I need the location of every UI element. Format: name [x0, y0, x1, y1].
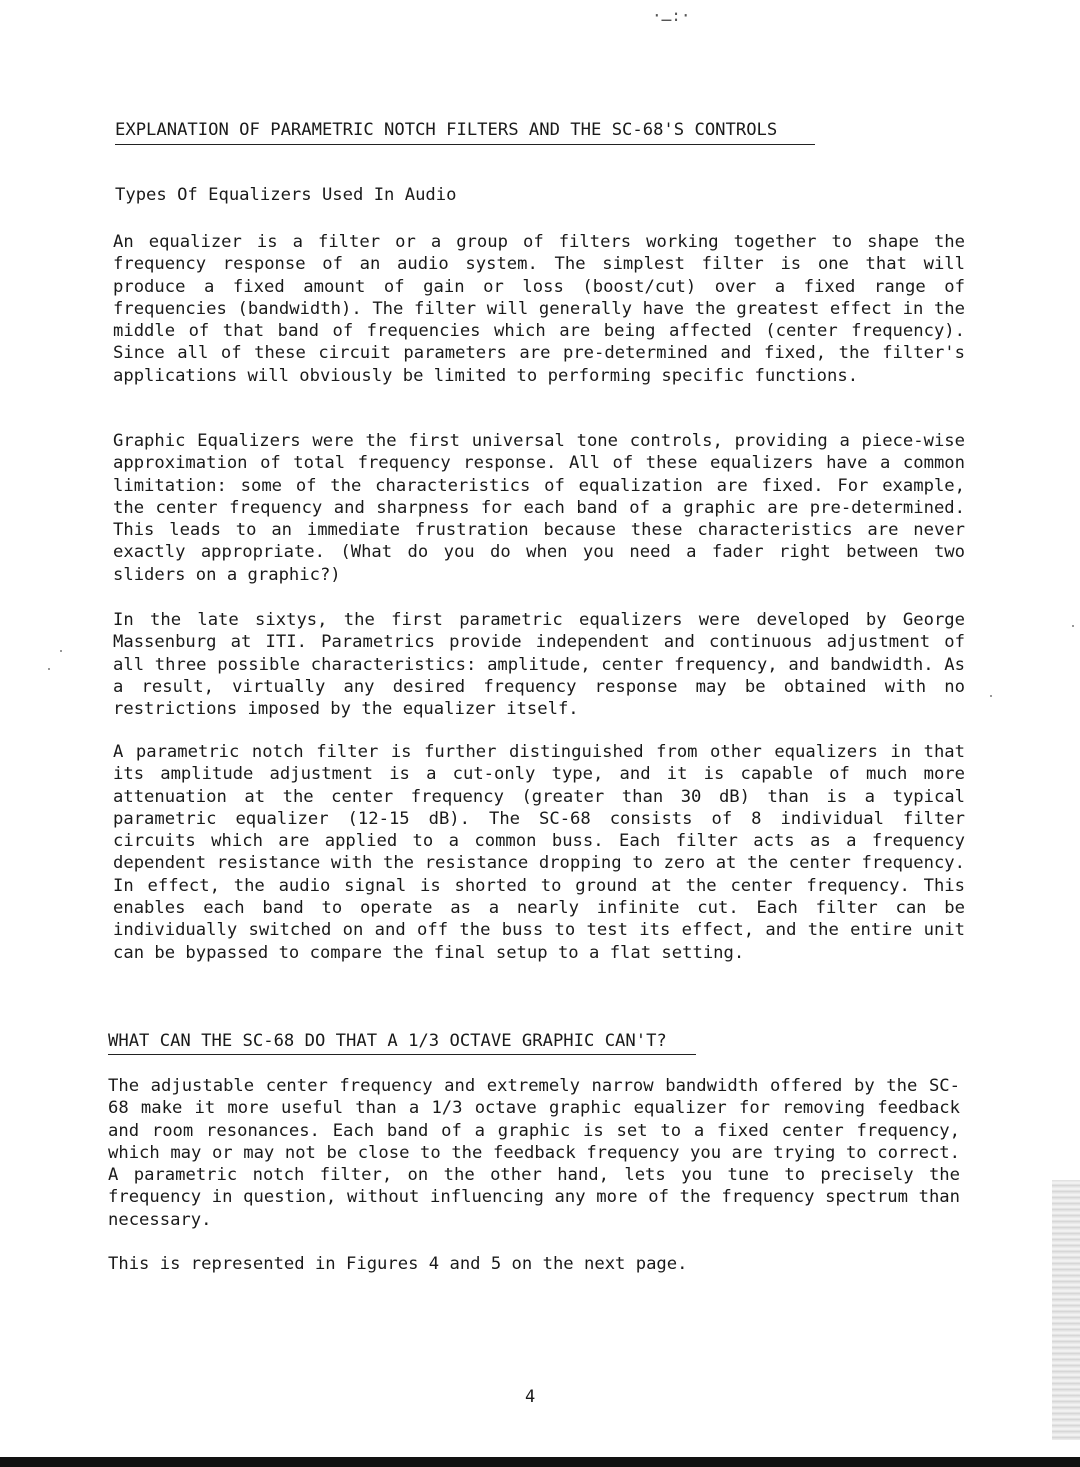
- section-heading-sc68-vs-graphic: WHAT CAN THE SC-68 DO THAT A 1/3 OCTAVE GRAPHIC CAN'T?: [108, 1030, 696, 1055]
- page-number: 4: [525, 1387, 536, 1407]
- scan-speck: [990, 695, 992, 697]
- scan-speck: [60, 650, 62, 652]
- scan-speck: [48, 668, 50, 670]
- page-title: EXPLANATION OF PARAMETRIC NOTCH FILTERS AND THE SC-68'S CONTROLS: [115, 119, 815, 145]
- scan-edge-bottom: [0, 1457, 1080, 1467]
- scan-edge-right: [1052, 1180, 1080, 1440]
- paragraph-graphic-equalizers: Graphic Equalizers were the first universal tone controls, providing a piece-wise approximation of total frequency response. All of these equalizers have a common limitation: some of the characteristics of equalization are fixed. For example, the center frequency and sharpness for each band of a graphic are pre-determined. This leads to an immediate frustration because these characteristics are never exactly appropriate. (What do you do when you need a fader right between two sliders on a graphic?): [113, 431, 965, 585]
- scan-speck: [1072, 625, 1074, 627]
- paragraph-equalizer-definition: An equalizer is a filter or a group of filters working together to shape the frequency response of an audio system. The simplest filter is one that will produce a fixed amount of gain or loss (boost/cut) over a fixed range of frequencies (bandwidth). The filter will generally have the greatest effect in the middle of that band of frequencies which are being affected (center frequency). Since all of these circuit parameters are pre-determined and fixed, the filter's applications will obviously be limited to performing specific functions.: [113, 232, 965, 386]
- section-subheading: Types Of Equalizers Used In Audio: [115, 185, 457, 205]
- page-top-mark: ·ـ:·: [652, 6, 691, 25]
- paragraph-parametric-history: In the late sixtys, the first parametric equalizers were developed by George Massenburg at ITI. Parametrics provide independent and continuous adjustment of all three possible characteristics: amplitude, center frequency, and bandwidth. As a result, virtually any desired frequency response may be obtained with no restrictions imposed by the equalizer itself.: [113, 610, 965, 720]
- paragraph-sc68-advantage: The adjustable center frequency and extremely narrow bandwidth offered by the SC-68 make it more useful than a 1/3 octave graphic equalizer for removing feedback and room resonances. Each band of a graphic is set to a fixed center frequency, which may or may not be close to the feedback frequency you are trying to correct. A parametric notch filter, on the other hand, lets you tune to precisely the frequency in question, without influencing any more of the frequency spectrum than necessary.: [108, 1076, 960, 1230]
- paragraph-notch-filter: A parametric notch filter is further distinguished from other equalizers in that its amplitude adjustment is a cut-only type, and it is capable of much more attenuation at the center frequency (greater than 30 dB) than is a typical parametric equalizer (12-15 dB). The SC-68 consists of 8 individual filter circuits which are applied to a common buss. Each filter acts as a frequency dependent resistance with the resistance dropping to zero at the center frequency. In effect, the audio signal is shorted to ground at the center frequency. This enables each band to operate as a nearly infinite cut. Each filter can be individually switched on and off the buss to test its effect, and the entire unit can be bypassed to compare the final setup to a flat setting.: [113, 742, 965, 963]
- paragraph-figures-reference: This is represented in Figures 4 and 5 on the next page.: [108, 1254, 688, 1274]
